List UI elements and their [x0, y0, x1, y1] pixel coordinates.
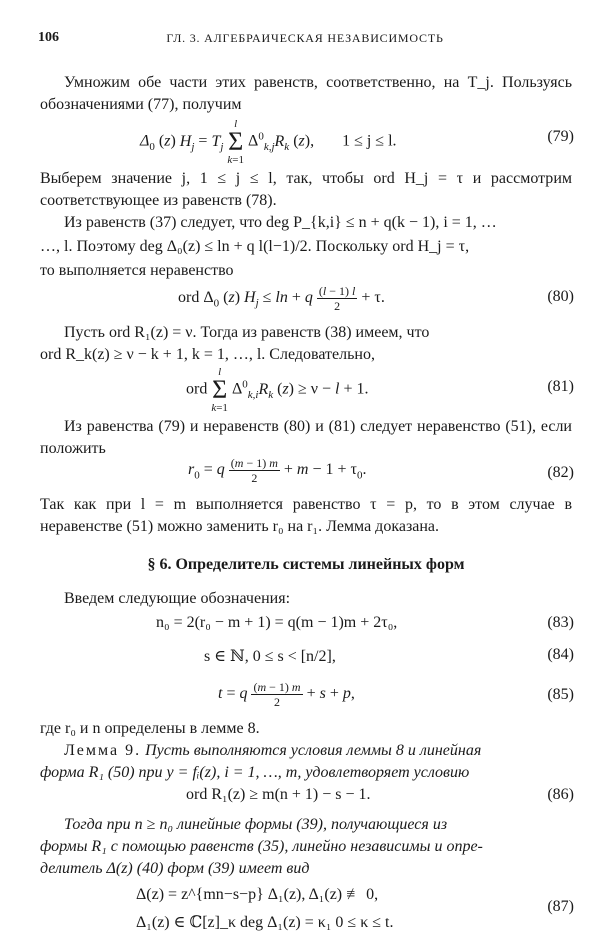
lemma-label: Лемма 9.: [64, 742, 142, 759]
equation-83: n₀ = 2(r₀ − m + 1) = q(m − 1)m + 2τ₀,: [156, 614, 398, 631]
equation-87-label: (87): [547, 898, 574, 915]
paragraph-3-line-1: [40, 212, 572, 234]
paragraph-7: [40, 588, 572, 610]
paragraph-1-text: Умножим обе части этих равенств, соответственно, на T_j. Пользуясь обозначениями (77), получим: [40, 74, 572, 113]
paragraph-4-line-2-text: ord R_k(z) ≥ ν − k + 1, k = 1, …, l. Следовательно,: [40, 346, 375, 363]
paragraph-9-line-2: [40, 836, 572, 858]
equation-79-label: (79): [547, 128, 574, 145]
paragraph-3-line-2-text: …, l. Поэтому deg Δ₀(z) ≤ ln + q l(l−1)/2. Поскольку ord H_j = τ,: [40, 238, 470, 255]
paragraph-9-line-1-text: Тогда при n ≥ n₀ линейные формы (39), получающиеся из: [64, 816, 448, 833]
paragraph-4-line-2: [40, 344, 572, 366]
equation-84: s ∈ ℕ, 0 ≤ s < [n/2],: [204, 648, 336, 665]
lemma-9-line-2: [40, 762, 572, 784]
equation-80-label: (80): [547, 288, 574, 305]
equation-87-line-2: Δ₁(z) ∈ ℂ[z]_κ deg Δ₁(z) = κ₁ 0 ≤ κ ≤ t.: [136, 914, 394, 931]
equation-79: $\Delta_0$ (z) $H_j = T_j$ l Σ k=1 $\Delta^0_{k,j}R_k$ (z), 1 ≤ j ≤ l.: [140, 118, 397, 166]
paragraph-8: [40, 718, 572, 740]
equation-84-label: (84): [547, 646, 574, 663]
paragraph-5-text: Из равенства (79) и неравенств (80) и (81) следует неравенство (51), если положить: [40, 418, 572, 457]
lemma-9-line-1: [40, 740, 572, 762]
lemma-9-line-2-text: форма R₁ (50) при y = fᵢ(z), i = 1, …, m, удовлетворяет условию: [40, 764, 470, 781]
equation-82: $r_0 = q$ $\frac{(m - 1) m}{2}$ + $m - 1 + \tau_0$.: [188, 456, 367, 485]
paragraph-9-line-1: [40, 814, 572, 836]
lemma-9-line-1-text: Пусть выполняются условия леммы 8 и линейная: [145, 742, 482, 759]
equation-83-label: (83): [547, 614, 574, 631]
paragraph-3-line-3: [40, 260, 572, 282]
paragraph-4-line-1: [40, 322, 572, 344]
paragraph-4-line-1-text: Пусть ord R₁(z) = ν. Тогда из равенств (38) имеем, что: [64, 324, 430, 341]
equation-85-label: (85): [547, 686, 574, 703]
paragraph-6-text: Так как при l = m выполняется равенство τ = p, то в этом случае в неравенстве (51) можно заменить r₀ на r₁. Лемма доказана.: [40, 496, 572, 535]
paragraph-3-line-2: [40, 236, 572, 258]
paragraph-3-line-1-text: Из равенств (37) следует, что deg P_{k,i} ≤ n + q(k − 1), i = 1, …: [64, 214, 497, 231]
page-number: 106: [38, 30, 59, 45]
equation-82-label: (82): [547, 464, 574, 481]
equation-86-label: (86): [547, 786, 574, 803]
paragraph-3-line-3-text: то выполняется неравенство: [40, 262, 234, 279]
equation-85: t = q $\frac{(m - 1) m}{2}$ + s + p,: [218, 680, 355, 709]
paragraph-9-line-2-text: формы R₁ с помощью равенств (35), линейно независимы и опре-: [40, 838, 483, 855]
equation-86: ord R₁(z) ≥ m(n + 1) − s − 1.: [186, 786, 371, 803]
paragraph-7-text: Введем следующие обозначения:: [64, 590, 291, 607]
equation-81-label: (81): [547, 378, 574, 395]
paragraph-5: [40, 416, 572, 460]
equation-81: ord l Σ k=1 $\Delta^0_{k,i}R_k$ (z) ≥ ν − l + 1.: [186, 366, 369, 414]
paragraph-2-text: Выберем значение j, 1 ≤ j ≤ l, так, чтобы ord H_j = τ и рассмотрим соответствующее из равенств (78).: [40, 170, 572, 209]
equation-80: ord $\Delta_0$ (z) $H_j \le \ln + q$ $\frac{(l - 1) l}{2}$ + τ.: [178, 284, 385, 313]
paragraph-8-text: где r₀ и n определены в лемме 8.: [40, 720, 260, 737]
paragraph-9-line-3-text: делитель Δ(z) (40) форм (39) имеет вид: [40, 860, 310, 877]
page-header: [38, 30, 572, 50]
paragraph-1: [40, 72, 572, 116]
paragraph-2: [40, 168, 572, 212]
paragraph-6: [40, 494, 572, 538]
equation-79-tail: 1 ≤ j ≤ l.: [342, 132, 397, 150]
equation-87-line-1: Δ(z) = z^{mn−s−p} Δ₁(z), Δ₁(z) ≢ 0,: [136, 886, 379, 903]
section-heading: § 6. Определитель системы линейных форм: [147, 556, 465, 573]
running-title: ГЛ. 3. АЛГЕБРАИЧЕСКАЯ НЕЗАВИСИМОСТЬ: [166, 31, 444, 45]
paragraph-9-line-3: [40, 858, 572, 880]
